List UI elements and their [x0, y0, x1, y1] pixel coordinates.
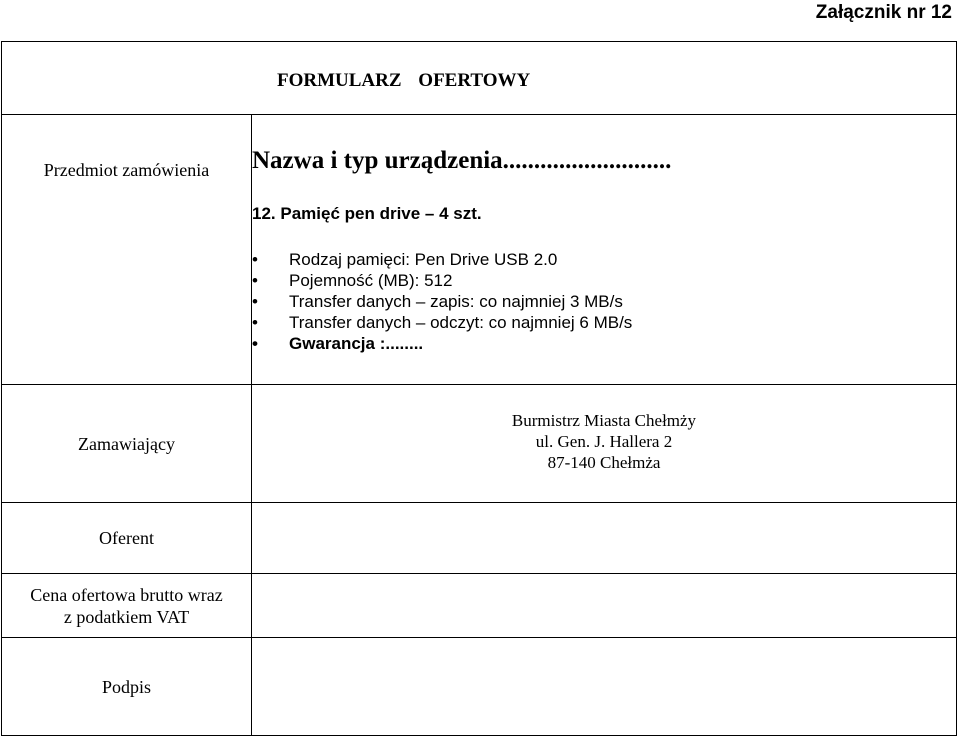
address-line: 87-140 Chełmża	[547, 453, 661, 472]
bullet-icon: •	[252, 292, 258, 311]
annex-label: Załącznik nr 12	[815, 2, 952, 23]
list-item: • Rodzaj pamięci: Pen Drive USB 2.0	[252, 250, 558, 269]
buyer-row	[2, 385, 956, 503]
form-title: FORMULARZ OFERTOWY	[277, 70, 531, 91]
bullet-icon: •	[252, 271, 258, 290]
signature-row	[2, 638, 956, 735]
device-heading: Nazwa i typ urządzenia...........................	[252, 147, 672, 174]
bidder-row	[2, 503, 956, 574]
bullet-icon: •	[252, 250, 258, 269]
subject-row	[2, 115, 956, 385]
list-item: • Transfer danych – zapis: co najmniej 3 MB/s	[252, 292, 623, 311]
offer-form	[1, 41, 957, 736]
bullet-icon: •	[252, 334, 258, 353]
item-title: 12. Pamięć pen drive – 4 szt.	[252, 204, 482, 223]
signature-label: Podpis	[101, 676, 152, 697]
bidder-label: Oferent	[99, 528, 154, 548]
title-row	[2, 42, 956, 115]
price-row	[2, 574, 956, 638]
spec-list	[252, 249, 632, 354]
list-item: • Transfer danych – odczyt: co najmniej 6 MB/s	[252, 313, 633, 332]
list-item: • Gwarancja :........	[252, 334, 424, 353]
buyer-address	[252, 410, 956, 473]
bullet-icon: •	[252, 313, 258, 332]
list-item: • Pojemność (MB): 512	[252, 271, 453, 290]
price-label: Cena ofertowa brutto wraz z podatkiem VAT	[30, 584, 223, 627]
address-line: Burmistrz Miasta Chełmży	[511, 411, 697, 430]
subject-label: Przedmiot zamówienia	[43, 160, 210, 180]
buyer-label: Zamawiający	[78, 433, 175, 454]
address-line: ul. Gen. J. Hallera 2	[535, 432, 673, 451]
